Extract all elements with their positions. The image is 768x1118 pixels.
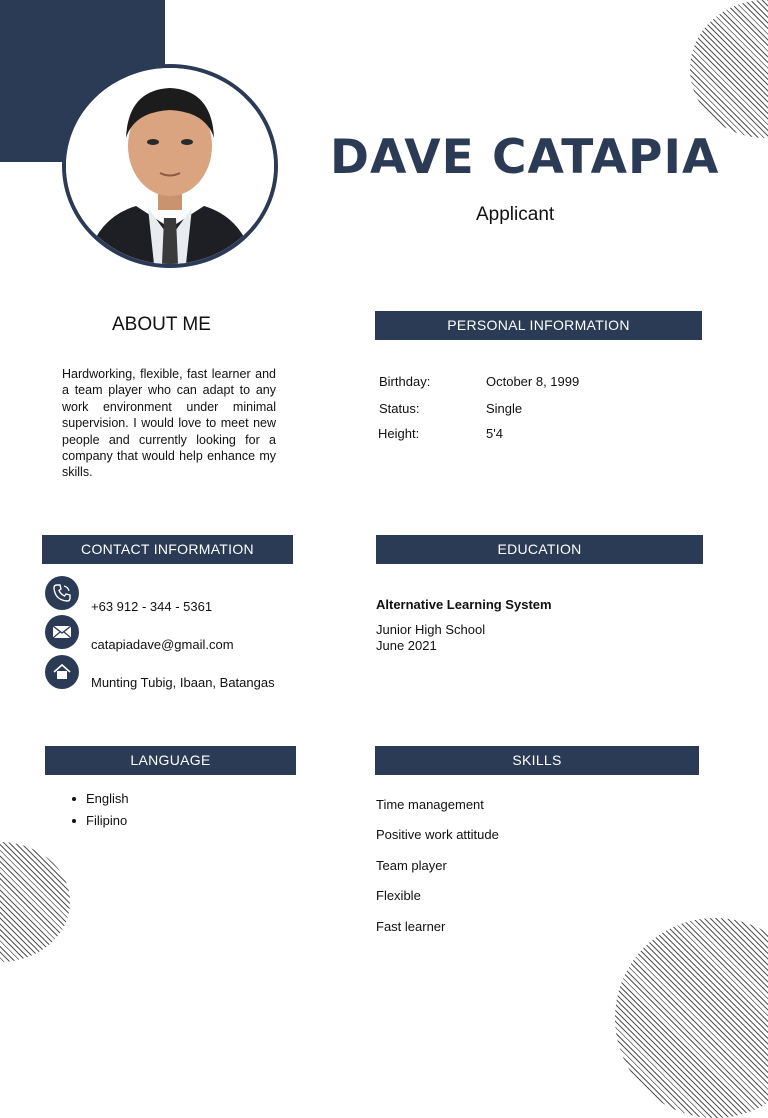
language-header: LANGUAGE — [45, 746, 296, 775]
education-level: Junior High School — [376, 622, 486, 637]
person-portrait-icon — [66, 68, 274, 264]
education-date: June 2021 — [376, 638, 437, 653]
height-label: Height: — [378, 426, 420, 441]
profile-photo — [62, 64, 278, 268]
home-icon — [45, 655, 79, 689]
skill-item: Team player — [376, 858, 447, 873]
skill-item: Time management — [376, 797, 484, 812]
phone-number: +63 912 - 344 - 5361 — [91, 599, 213, 614]
hatched-circle-bottom-right — [615, 918, 768, 1118]
language-list — [70, 788, 129, 832]
skills-header: SKILLS — [375, 746, 699, 775]
education-header: EDUCATION — [376, 535, 703, 564]
list-item: English — [70, 788, 129, 810]
skill-item: Positive work attitude — [376, 827, 499, 842]
hatched-circle-bottom-left — [0, 842, 70, 962]
status-label: Status: — [379, 401, 420, 416]
school-name: Alternative Learning System — [376, 597, 552, 612]
status-value: Single — [486, 401, 523, 416]
mail-icon — [45, 615, 79, 649]
birthday-label: Birthday: — [379, 374, 431, 389]
applicant-name: DAVE CATAPIA — [330, 130, 720, 185]
about-text: Hardworking, flexible, fast learner and a team player who can adapt to any work environment under minimal supervision. I would love to meet new people and currently looking for a company that would help enhance my skills. — [62, 367, 276, 480]
home-address: Munting Tubig, Ibaan, Batangas — [91, 675, 275, 690]
skill-item: Flexible — [376, 888, 421, 903]
hatched-circle-top-right — [690, 0, 768, 138]
email-address: catapiadave@gmail.com — [91, 637, 234, 652]
applicant-role: Applicant — [476, 204, 555, 225]
list-item: Filipino — [70, 810, 129, 832]
birthday-value: October 8, 1999 — [486, 374, 580, 389]
phone-icon — [45, 576, 79, 610]
about-title: ABOUT ME — [112, 314, 211, 335]
height-value: 5'4 — [486, 426, 503, 441]
skill-item: Fast learner — [376, 919, 446, 934]
contact-info-header: CONTACT INFORMATION — [42, 535, 293, 564]
personal-info-header: PERSONAL INFORMATION — [375, 311, 702, 340]
